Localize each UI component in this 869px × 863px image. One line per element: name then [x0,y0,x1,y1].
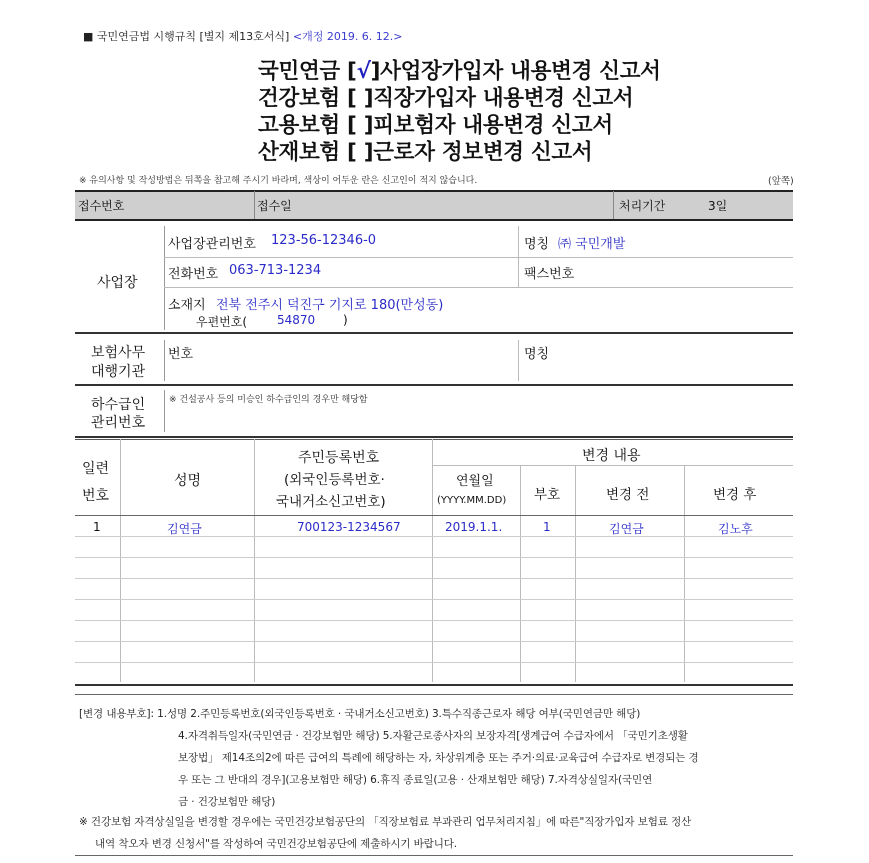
note-line-1: ※ 건강보험 자격상실일을 변경할 경우에는 국민건강보험공단의 「직장보험료 부과관리 업무처리지침」에 따른"직장가입자 보험료 정산 [79,816,692,828]
form-titles [258,58,818,166]
phone-label: 전화번호 [168,267,219,282]
agency-label-1: 보험사무 [91,345,146,361]
workplace-name-label: 명칭 [524,237,550,252]
row1-after[interactable]: 김노후 [718,522,753,536]
address-label: 소재지 [168,298,206,313]
codes-line-5: 금 · 건강보험만 해당) [178,796,276,808]
row1-before[interactable]: 김연금 [609,522,644,536]
fax-label: 팩스번호 [524,267,575,282]
agency-label-2: 대행기관 [91,364,146,380]
title-employment: 고용보험 [ ]피보험자 내용변경 신고서 [258,113,613,138]
col-code: 부호 [534,487,561,503]
address-value[interactable]: 전북 전주시 덕진구 기지로 180(만성동) [216,298,444,313]
mgmt-no-label: 사업장관리번호 [168,237,256,252]
codes-line-3: 보장법」 제14조의2에 따른 급여의 특례에 해당하는 자, 차상위계층 또는 주거·의료·교육급여 수급자로 변경되는 경 [178,752,699,764]
title-pension: 국민연금 [√]사업장가입자 내용변경 신고서 [258,59,661,84]
codes-line-4: 우 또는 그 반대의 경우](고용보험만 해당) 6.휴직 종료일(고용 · 산재보험만 해당) 7.자격상실일자(국민연 [178,774,653,786]
zip-close: ) [343,313,348,327]
legal-basis-text: ■ 국민연금법 시행규칙 [별지 제13호서식] [83,30,290,43]
phone-value[interactable]: 063-713-1234 [229,263,322,278]
codes-line-1: [변경 내용부호]: 1.성명 2.주민등록번호(외국인등록번호 · 국내거소신고번호) 3.특수직종근로자 해당 여부(국민연금만 해당) [79,708,641,720]
agency-number-label: 번호 [168,347,194,362]
col-serial-1: 일련 [82,461,110,477]
workplace-name-value[interactable]: ㈜ 국민개발 [558,237,626,252]
note-line-2: 내역 착오자 변경 신청서"를 작성하여 국민건강보험공단에 제출하시기 바랍니다. [95,838,458,850]
row1-name[interactable]: 김연금 [167,522,202,536]
processing-period-value: 3일 [708,199,728,213]
amendment-date: <개정 2019. 6. 12.> [292,30,403,43]
receipt-band [75,191,793,219]
subcontractor-label-2: 관리번호 [91,415,146,431]
col-id-2: (외국인등록번호· [284,472,385,488]
row1-id[interactable]: 700123-1234567 [297,520,401,534]
page-side: (앞쪽) [768,176,794,187]
zip-value[interactable]: 54870 [277,313,316,327]
codes-line-2: 4.자격취득일자(국민연금 · 건강보험만 해당) 5.자활근로종사자의 보장자격[생계급여 수급자에서 「국민기초생활 [178,730,688,742]
col-serial-2: 번호 [82,488,110,504]
col-id-3: 국내거소신고번호) [276,494,386,510]
col-name: 성명 [174,473,202,489]
legal-basis [83,28,403,44]
row1-serial[interactable]: 1 [93,520,101,534]
col-after: 변경 후 [713,487,757,503]
mgmt-no-value[interactable]: 123-56-12346-0 [271,233,377,248]
col-change: 변경 내용 [582,448,641,464]
title-health: 건강보험 [ ]직장가입자 내용변경 신고서 [258,86,634,111]
col-date-1: 연월일 [456,474,494,489]
pension-checkbox[interactable]: √ [356,59,371,84]
receipt-number-label: 접수번호 [78,199,125,213]
row1-code[interactable]: 1 [543,520,551,534]
subcontractor-label-1: 하수급인 [91,397,146,413]
receipt-date-label: 접수일 [257,199,292,213]
notice-text: ※ 유의사항 및 작성방법은 뒤쪽을 참고해 주시기 바라며, 색상이 어두운 란은 신고인이 적지 않습니다. [79,176,478,186]
col-date-2: (YYYY.MM.DD) [437,495,507,506]
agency-name-label: 명칭 [524,347,550,362]
col-before: 변경 전 [606,487,650,503]
subcontractor-note: ※ 건설공사 등의 미승인 하수급인의 경우만 해당함 [169,395,368,405]
workplace-section-label: 사업장 [97,275,138,291]
col-id-1: 주민등록번호 [298,450,380,466]
row1-date[interactable]: 2019.1.1. [445,520,503,534]
zip-label: 우편번호( [196,315,248,329]
title-industrial: 산재보험 [ ]근로자 정보변경 신고서 [258,140,593,165]
processing-period-label: 처리기간 [619,199,666,213]
